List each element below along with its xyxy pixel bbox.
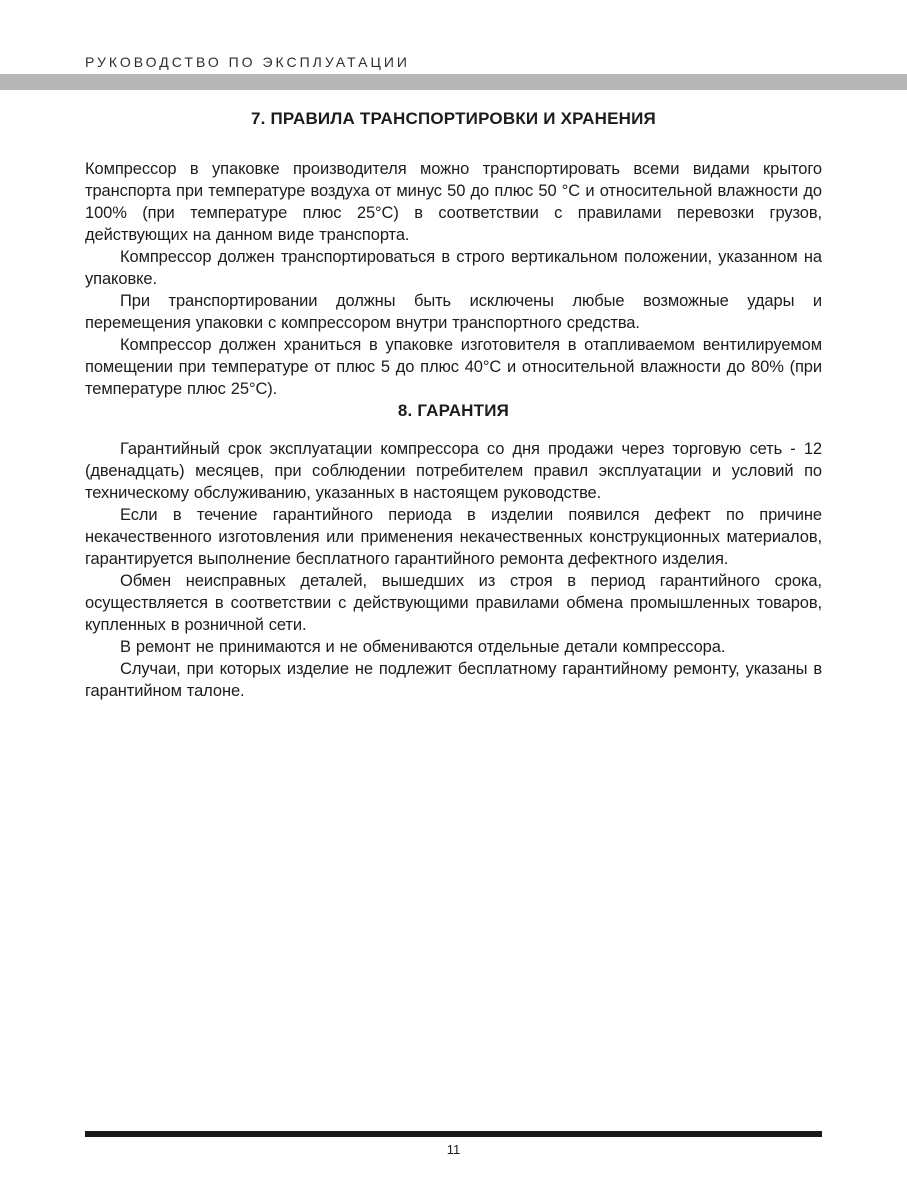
manual-header-title: РУКОВОДСТВО ПО ЭКСПЛУАТАЦИИ [85,54,410,70]
footer-rule [85,1131,822,1137]
section-8-paragraph: Случаи, при которых изделие не подлежит бесплатному гарантийному ремонту, указаны в гарантийном талоне. [85,660,822,700]
section-7-paragraph: При транспортировании должны быть исключены любые возможные удары и перемещения упаковки с компрессором внутри транспортного средства. [85,292,822,332]
header-divider-bar [0,74,907,90]
section-7-paragraph: Компрессор должен транспортироваться в строго вертикальном положении, указанном на упаковке. [85,248,822,288]
page-number: 11 [446,1142,461,1157]
page-content [85,108,822,702]
section-7-paragraph: Компрессор должен храниться в упаковке изготовителя в отапливаемом вентилируемом помещении при температуре от плюс 5 до плюс 40°С и относительной влажности до 80% (при температуре плюс 25°С). [85,336,822,398]
section-7-title: 7. ПРАВИЛА ТРАНСПОРТИРОВКИ И ХРАНЕНИЯ [251,109,656,128]
section-8-paragraph: Если в течение гарантийного периода в изделии появился дефект по причине некачественного изготовления или применения некачественных конструкционных материалов, гарантируется выполнение бесплатного гарантийного ремонта дефектного изделия. [85,506,822,568]
section-8-paragraph: Обмен неисправных деталей, вышедших из строя в период гарантийного срока, осуществляется в соответствии с действующими правилами обмена промышленных товаров, купленных в розничной сети. [85,572,822,634]
section-8-paragraph: Гарантийный срок эксплуатации компрессора со дня продажи через торговую сеть - 12 (двенадцать) месяцев, при соблюдении потребителем правил эксплуатации и условий по техническому обслуживанию, указанных в настоящем руководстве. [85,440,822,502]
section-8-paragraph: В ремонт не принимаются и не обмениваются отдельные детали компрессора. [120,638,726,656]
section-8-title: 8. ГАРАНТИЯ [397,401,510,420]
section-7-paragraph: Компрессор в упаковке производителя можно транспортировать всеми видами крытого транспорта при температуре воздуха от минус 50 до плюс 50 °С и относительной влажности до 100% (при температуре плюс 25°С) в соответствии с правилами перевозки грузов, действующих на данном виде транспорта. [85,160,822,244]
